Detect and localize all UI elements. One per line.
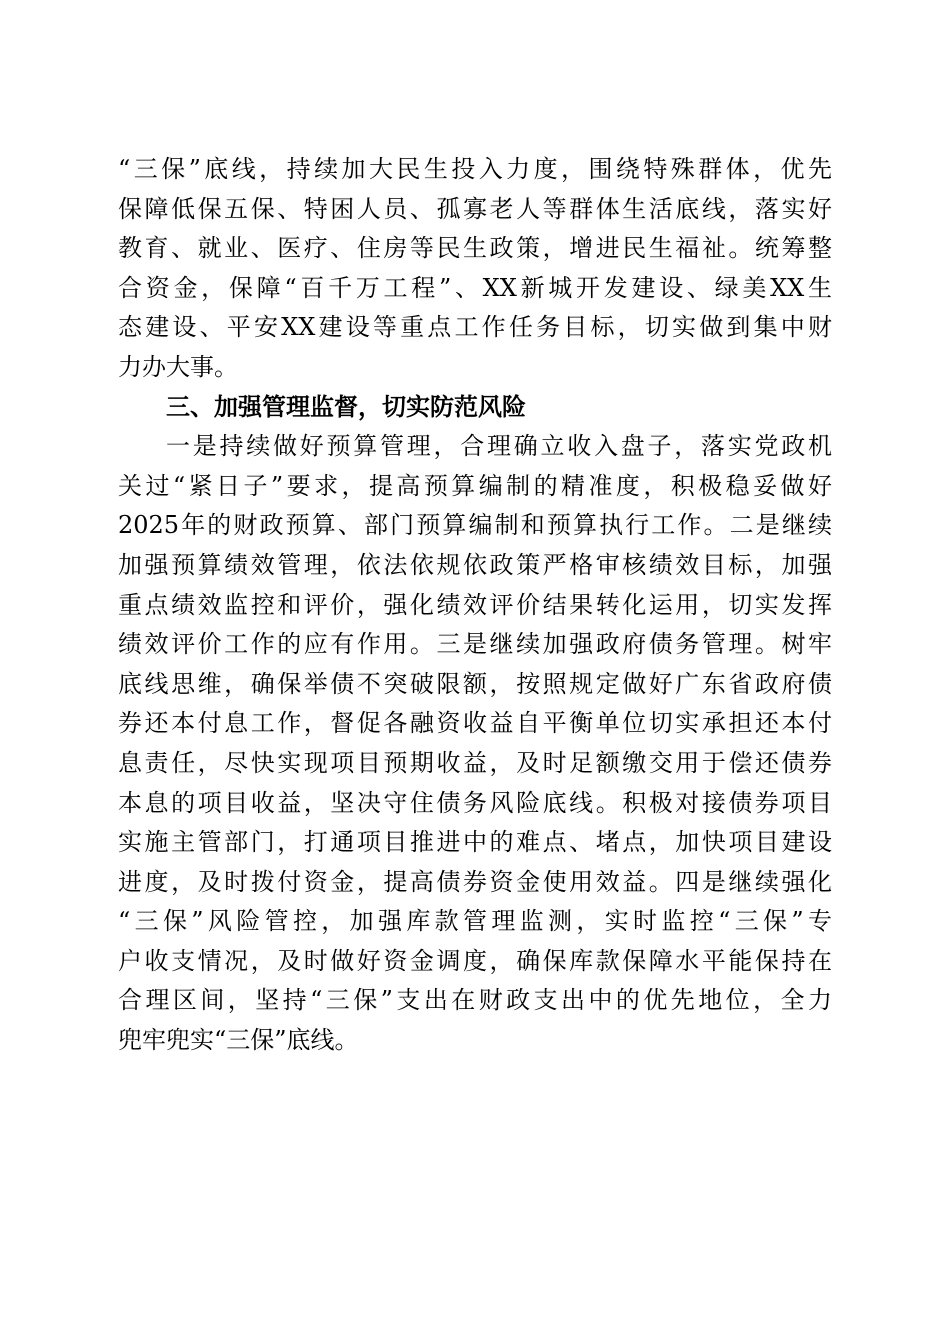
paragraph-line: 2025年的财政预算、部门预算编制和预算执行工作。二是继续 bbox=[118, 511, 832, 540]
paragraph-line: “三保”底线，持续加大民生投入力度，围绕特殊群体，优先 bbox=[118, 155, 832, 183]
paragraph-line: 进度，及时拨付资金，提高债券资金使用效益。四是继续强化 bbox=[118, 867, 832, 896]
paragraph-line: 合资金，保障“百千万工程”、XX新城开发建设、绿美XX生 bbox=[118, 273, 832, 302]
paragraph-line: 教育、就业、医疗、住房等民生政策，增进民生福祉。统筹整 bbox=[118, 234, 832, 263]
paragraph-line: 息责任，尽快实现项目预期收益，及时足额缴交用于偿还债券 bbox=[118, 748, 832, 777]
paragraph-line: 重点绩效监控和评价，强化绩效评价结果转化运用，切实发挥 bbox=[118, 590, 832, 619]
paragraph-line: 绩效评价工作的应有作用。三是继续加强政府债务管理。树牢 bbox=[118, 630, 832, 659]
paragraph-line: 本息的项目收益，坚决守住债务风险底线。积极对接债券项目 bbox=[118, 788, 832, 817]
paragraph-line: 券还本付息工作，督促各融资收益自平衡单位切实承担还本付 bbox=[118, 709, 832, 738]
paragraph-line: 户收支情况，及时做好资金调度，确保库款保障水平能保持在 bbox=[118, 946, 832, 975]
paragraph-line: 合理区间，坚持“三保”支出在财政支出中的优先地位，全力 bbox=[118, 986, 832, 1015]
paragraph-line: 兜牢兜实“三保”底线。 bbox=[118, 1026, 359, 1055]
paragraph-line: 加强预算绩效管理，依法依规依政策严格审核绩效目标，加强 bbox=[118, 550, 832, 579]
paragraph-line: “三保”风险管控，加强库款管理监测，实时监控“三保”专 bbox=[118, 907, 832, 936]
paragraph-continued bbox=[118, 150, 832, 388]
paragraph-line: 底线思维，确保举债不突破限额，按照规定做好广东省政府债 bbox=[118, 669, 832, 698]
paragraph-line: 实施主管部门，打通项目推进中的难点、堵点，加快项目建设 bbox=[118, 828, 832, 857]
paragraph-line: 保障低保五保、特困人员、孤寡老人等群体生活底线，落实好 bbox=[118, 194, 832, 223]
document-body bbox=[118, 150, 832, 1061]
paragraph-line: 一是持续做好预算管理，合理确立收入盘子，落实党政机 bbox=[166, 432, 832, 461]
paragraph-line: 力办大事。 bbox=[118, 352, 238, 381]
section-heading: 三、加强管理监督，切实防范风险 bbox=[166, 392, 526, 421]
paragraph-line: 态建设、平安XX建设等重点工作任务目标，切实做到集中财 bbox=[118, 313, 832, 342]
paragraph-line: 关过“紧日子”要求，提高预算编制的精准度，积极稳妥做好 bbox=[118, 471, 832, 500]
paragraph-risk-management bbox=[118, 427, 832, 1061]
